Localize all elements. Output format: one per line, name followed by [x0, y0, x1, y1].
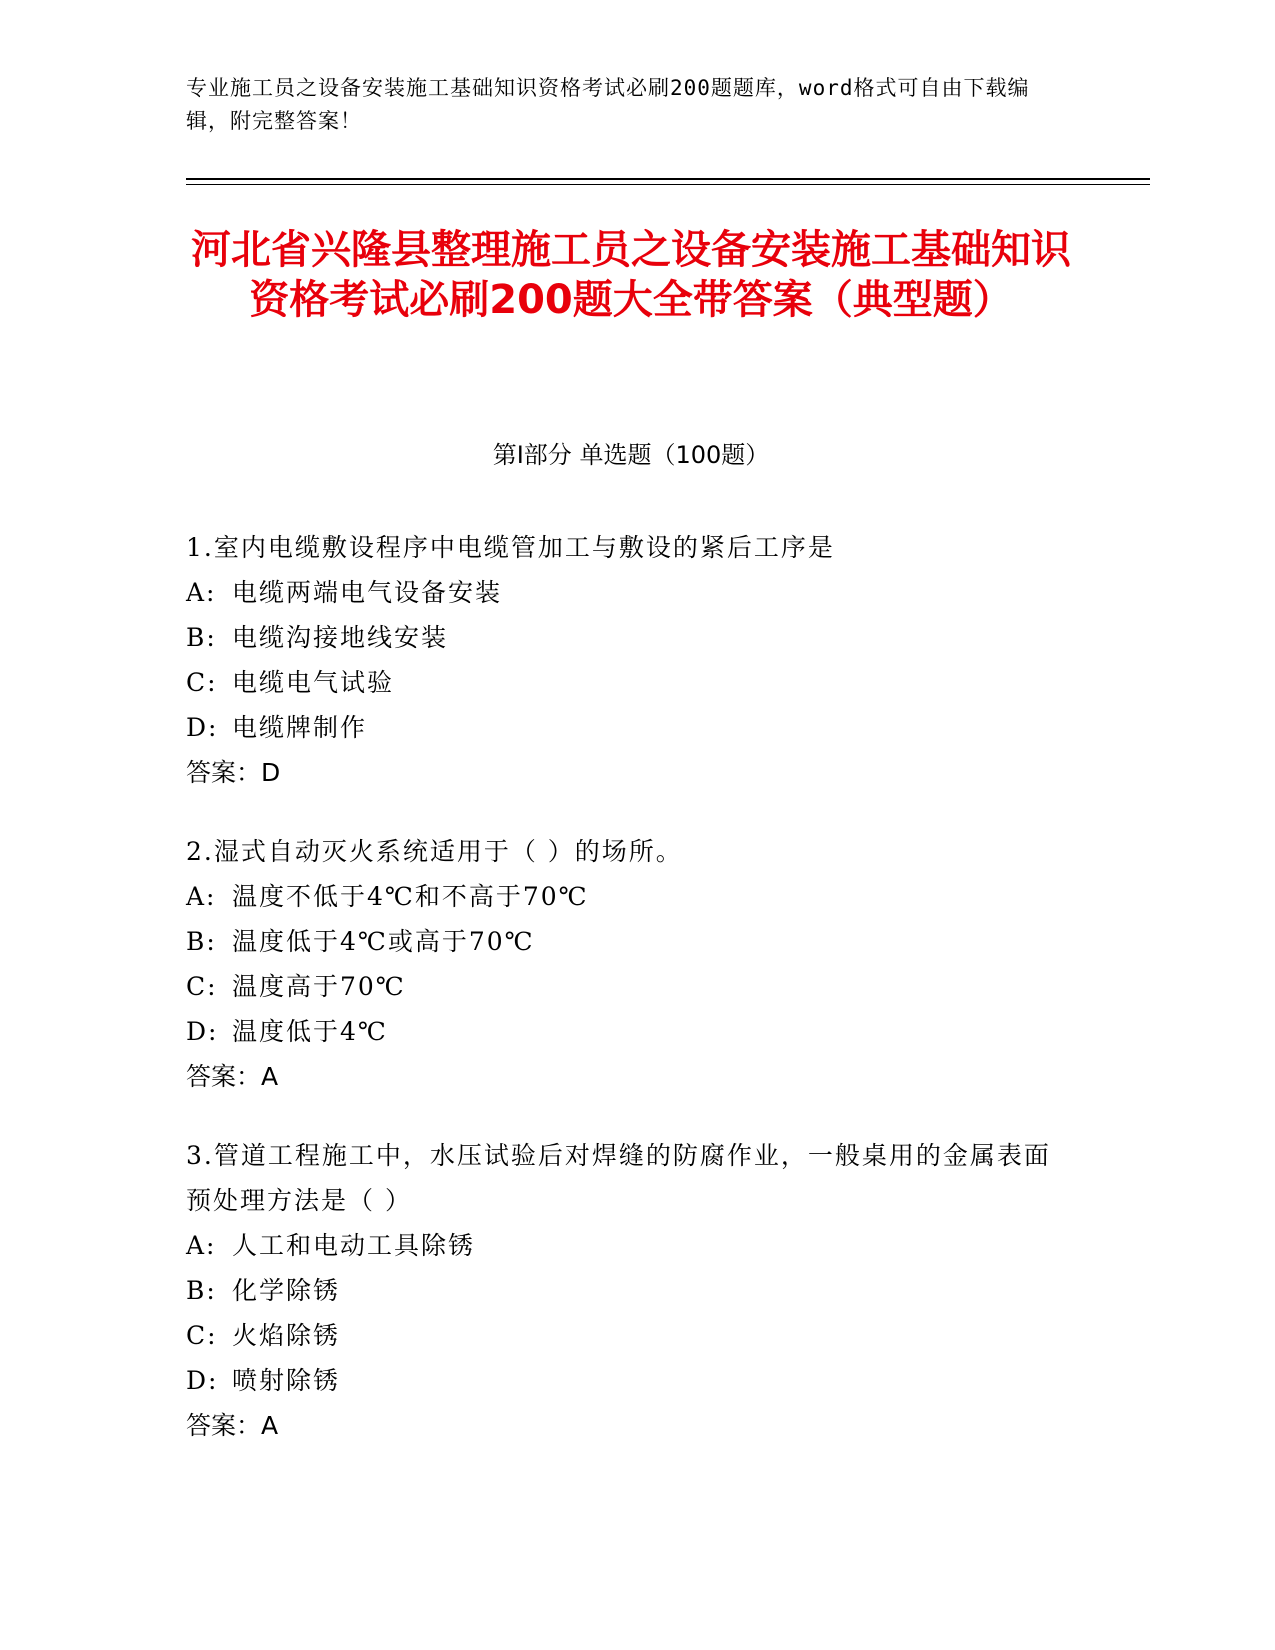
- question-3: [186, 1133, 1086, 1448]
- option-letter: B:: [186, 927, 217, 956]
- option-d: [186, 705, 1086, 750]
- header-note: 专业施工员之设备安装施工基础知识资格考试必刷200题题库，word格式可自由下载编辑，附完整答案！: [186, 76, 1030, 133]
- option-b: [186, 1268, 1086, 1313]
- answer-line: 答案：A: [186, 1062, 279, 1091]
- document-title: 河北省兴隆县整理施工员之设备安装施工基础知识资格考试必刷200题大全带答案（典型题）: [191, 227, 1071, 323]
- option-text: 电缆电气试验: [232, 668, 395, 697]
- option-c: [186, 964, 1086, 1009]
- option-text: 火焰除锈: [232, 1321, 341, 1350]
- answer-line: 答案：D: [186, 758, 281, 787]
- header-divider-thin: [186, 184, 1150, 185]
- option-text: 温度低于4℃或高于70℃: [232, 927, 535, 956]
- option-letter: A:: [186, 882, 217, 911]
- option-letter: C:: [186, 1321, 218, 1350]
- option-letter: B:: [186, 1276, 217, 1305]
- question-stem: 3.管道工程施工中，水压试验后对焊缝的防腐作业，一般桌用的金属表面预处理方法是（ ）: [186, 1141, 1051, 1215]
- option-c: [186, 1313, 1086, 1358]
- option-letter: D:: [186, 713, 219, 742]
- option-text: 电缆牌制作: [232, 713, 368, 742]
- header-divider-thick: [186, 178, 1150, 180]
- option-letter: C:: [186, 972, 218, 1001]
- question-2: [186, 829, 1086, 1099]
- option-a: [186, 570, 1086, 615]
- option-letter: C:: [186, 668, 218, 697]
- question-stem: 1.室内电缆敷设程序中电缆管加工与敷设的紧后工序是: [186, 533, 835, 562]
- option-text: 电缆两端电气设备安装: [232, 578, 503, 607]
- option-d: [186, 1009, 1086, 1054]
- option-c: [186, 660, 1086, 705]
- option-text: 化学除锈: [232, 1276, 341, 1305]
- option-text: 温度不低于4℃和不高于70℃: [232, 882, 589, 911]
- option-text: 温度高于70℃: [232, 972, 406, 1001]
- option-text: 喷射除锈: [232, 1366, 341, 1395]
- question-stem: 2.湿式自动灭火系统适用于（ ）的场所。: [186, 837, 683, 866]
- option-a: [186, 1223, 1086, 1268]
- option-text: 温度低于4℃: [232, 1017, 388, 1046]
- option-b: [186, 615, 1086, 660]
- answer-line: 答案：A: [186, 1411, 279, 1440]
- option-a: [186, 874, 1086, 919]
- option-letter: A:: [186, 578, 217, 607]
- option-letter: D:: [186, 1366, 219, 1395]
- option-d: [186, 1358, 1086, 1403]
- question-1: [186, 525, 1086, 795]
- option-text: 人工和电动工具除锈: [232, 1231, 476, 1260]
- option-letter: D:: [186, 1017, 219, 1046]
- option-letter: A:: [186, 1231, 217, 1260]
- option-text: 电缆沟接地线安装: [232, 623, 449, 652]
- section-title: 第Ⅰ部分 单选题（100题）: [492, 441, 770, 469]
- question-list: [186, 525, 1086, 1482]
- option-b: [186, 919, 1086, 964]
- option-letter: B:: [186, 623, 217, 652]
